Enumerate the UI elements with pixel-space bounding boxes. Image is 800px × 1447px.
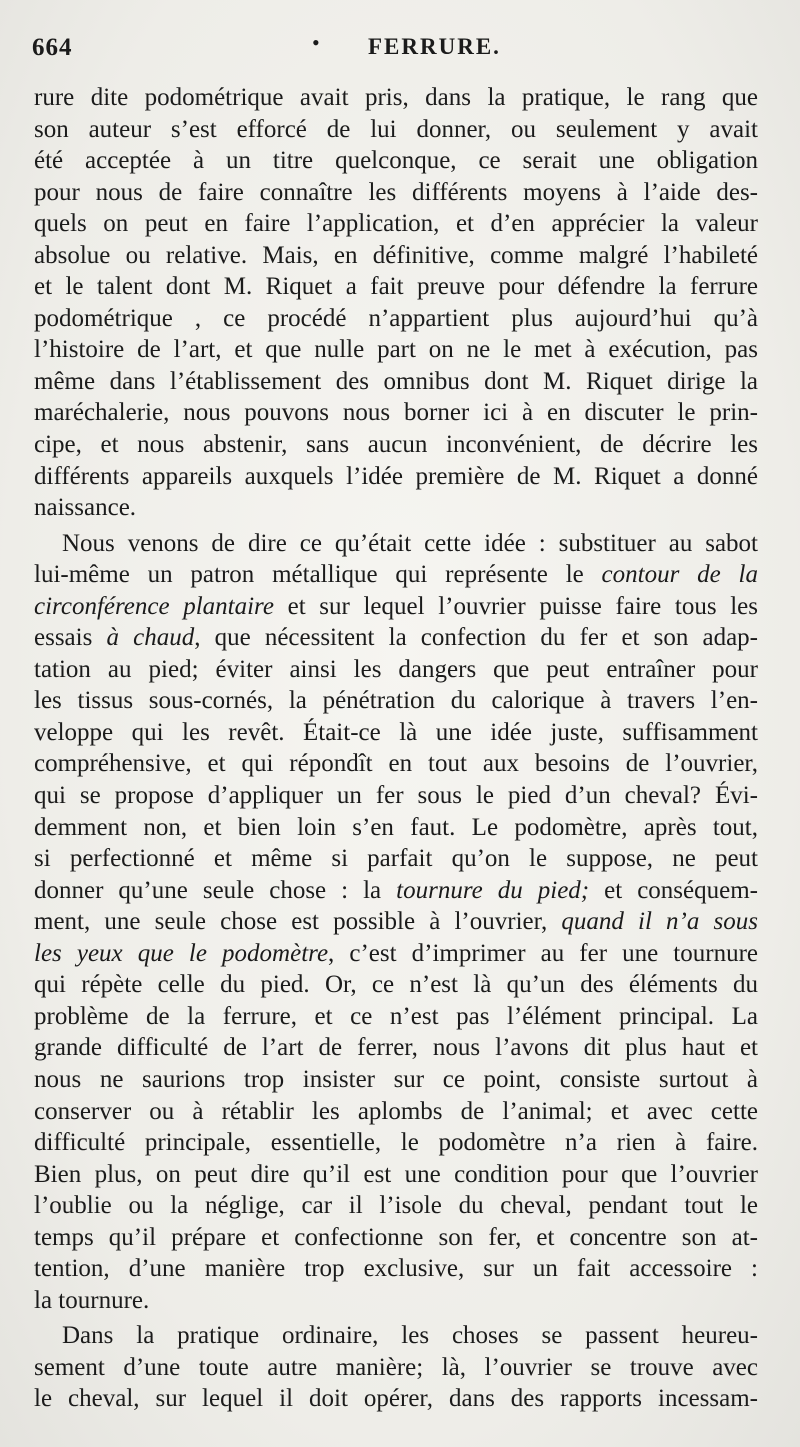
page-header	[30, 28, 770, 68]
text-line: si perfectionné et même si parfait qu’on le suppose, ne peut	[34, 845, 758, 873]
text-line: demment non, et bien loin s’en faut. Le podomètre, après tout,	[34, 813, 758, 841]
text-line	[34, 559, 758, 591]
italic-segment: contour de la	[601, 561, 758, 589]
text-line	[34, 875, 758, 907]
text-line: l’histoire de l’art, et que nulle part on ne le met à exécution, pas	[34, 336, 758, 364]
italic-segment: les yeux que le podomètre	[34, 939, 329, 967]
text-line: l’oublie ou la néglige, car il l’isole du cheval, pendant tout le	[34, 1192, 758, 1220]
text-line: naissance.	[34, 494, 137, 522]
text-line: les tissus sous-cornés, la pénétration du calorique à travers l’en-	[34, 687, 758, 715]
text-line: difficulté principale, essentielle, le podomètre n’a rien à faire.	[34, 1129, 758, 1157]
text-line: maréchalerie, nous pouvons nous borner ici à en discuter le prin-	[34, 399, 758, 427]
text-line: grande difficulté de l’art de ferrer, nous l’avons dit plus haut et	[34, 1034, 758, 1062]
text-line: quels on peut en faire l’application, et d’en apprécier la valeur	[34, 210, 758, 238]
text-line: temps qu’il prépare et confectionne son fer, et concentre son at-	[34, 1223, 758, 1251]
paragraph-2	[34, 528, 758, 1317]
text-line: qui se propose d’appliquer un fer sous le pied d’un cheval? Évi-	[34, 782, 758, 810]
text-segment: donner qu’une seule chose : la	[34, 876, 397, 904]
text-line	[34, 622, 758, 654]
text-line	[34, 906, 758, 938]
text-line: son auteur s’est efforcé de lui donner, ou seulement y avait	[34, 115, 758, 143]
body-text	[34, 82, 758, 1415]
text-line: conserver ou à rétablir les aplombs de l’animal; et avec cette	[34, 1097, 758, 1125]
text-line: différents appareils auxquels l’idée première de M. Riquet a donné	[34, 462, 758, 490]
text-segment: ment, une seule chose est possible à l’ouvrier,	[34, 908, 562, 936]
italic-segment: à chaud	[106, 624, 195, 652]
text-line: tention, d’une manière trop exclusive, sur un fait accessoire :	[34, 1255, 758, 1283]
text-line: le cheval, sur lequel il doit opérer, dans des rapports incessam-	[34, 1385, 758, 1413]
text-line: Dans la pratique ordinaire, les choses se passent heureu-	[62, 1322, 758, 1350]
text-line: veloppe qui les revêt. Était-ce là une idée juste, suffisamment	[34, 718, 758, 746]
text-line: même dans l’établissement des omnibus dont M. Riquet dirige la	[34, 367, 758, 395]
italic-segment: circonférence plantaire	[34, 592, 274, 620]
paragraph-1	[34, 82, 758, 524]
text-line: la tournure.	[34, 1286, 150, 1314]
text-line: nous ne saurions trop insister sur ce point, consiste surtout à	[34, 1065, 758, 1093]
running-title: FERRURE.	[368, 34, 501, 59]
text-line: rure dite podométrique avait pris, dans la pratique, le rang que	[34, 84, 758, 111]
text-line: été acceptée à un titre quelconque, ce serait une obligation	[34, 147, 758, 175]
text-line: et le talent dont M. Riquet a fait preuve pour défendre la ferrure	[34, 273, 758, 301]
text-line	[34, 591, 758, 623]
text-line: pour nous de faire connaître les différents moyens à l’aide des-	[34, 178, 758, 206]
text-segment: , c’est d’imprimer au fer une tournure	[328, 939, 758, 967]
page-number: 664	[32, 34, 73, 61]
text-line: sement d’une toute autre manière; là, l’ouvrier se trouve avec	[34, 1353, 758, 1381]
text-line: cipe, et nous abstenir, sans aucun inconvénient, de décrire les	[34, 431, 758, 459]
text-line: Bien plus, on peut dire qu’il est une condition pour que l’ouvrier	[34, 1160, 758, 1188]
header-separator: •	[312, 30, 320, 55]
text-segment: essais	[34, 624, 107, 652]
text-line: tation au pied; éviter ainsi les dangers que peut entraîner pour	[34, 655, 758, 683]
text-line: Nous venons de dire ce qu’était cette idée : substituer au sabot	[62, 529, 758, 557]
text-segment: , que nécessitent la confection du fer et son adap-	[194, 624, 758, 652]
text-segment: lui-même un patron métallique qui représente le	[34, 561, 602, 589]
italic-segment: quand il n’a sous	[561, 908, 758, 936]
text-line: compréhensive, et qui répondît en tout aux besoins de l’ouvrier,	[34, 750, 758, 778]
text-line: podométrique , ce procédé n’appartient plus aujourd’hui qu’à	[34, 304, 758, 332]
text-segment: et sur lequel l’ouvrier puisse faire tous les	[273, 592, 758, 620]
text-line: problème de la ferrure, et ce n’est pas l’élément principal. La	[34, 1002, 758, 1030]
text-line: qui répète celle du pied. Or, ce n’est là qu’un des éléments du	[34, 971, 758, 999]
text-segment: et conséquem-	[589, 876, 758, 904]
paragraph-3	[34, 1320, 758, 1415]
text-line	[34, 938, 758, 970]
text-line: absolue ou relative. Mais, en définitive, comme malgré l’habileté	[34, 241, 758, 269]
italic-segment: tournure du pied;	[396, 876, 590, 904]
